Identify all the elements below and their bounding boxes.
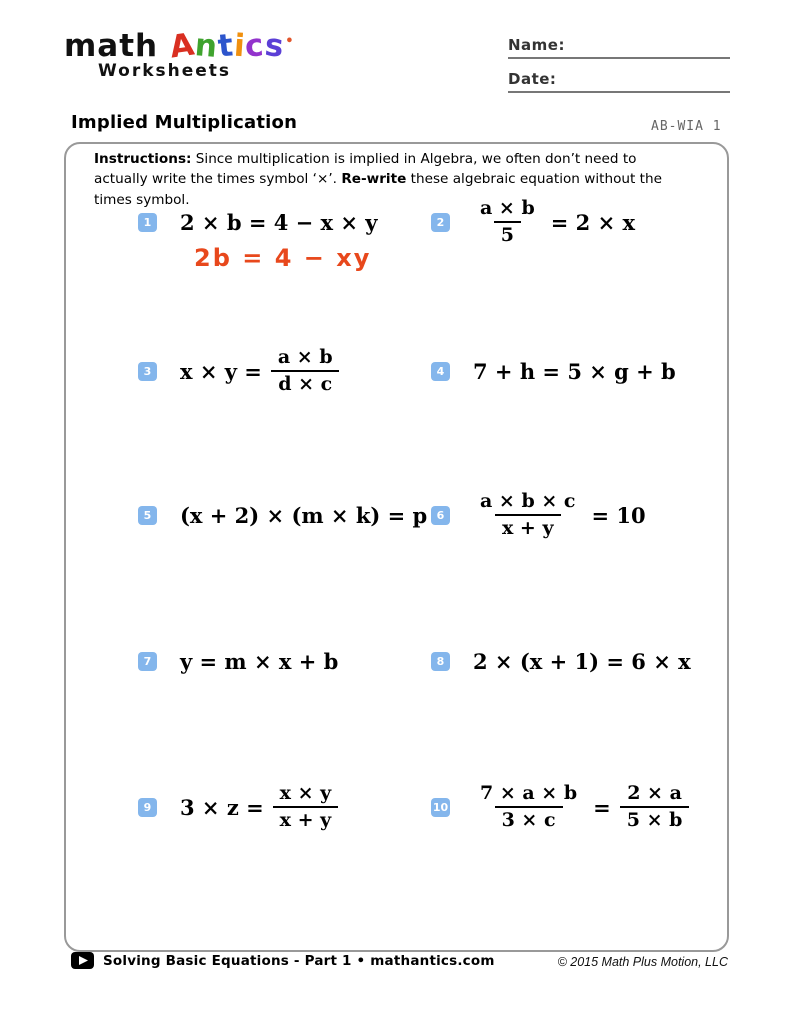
equation-text: (x + 2) × (m × k) = p bbox=[180, 502, 428, 528]
fraction-denominator: d × c bbox=[271, 370, 339, 396]
logo-letter-t: t bbox=[216, 27, 236, 65]
problem-1 bbox=[138, 184, 378, 272]
fraction-denominator: 5 × b bbox=[620, 806, 690, 832]
worksheet-code: AB-WIA 1 bbox=[651, 119, 722, 134]
problem-number-badge: 1 bbox=[138, 213, 157, 232]
problem-number-badge: 6 bbox=[431, 506, 450, 525]
name-field bbox=[508, 36, 730, 59]
equation bbox=[473, 649, 691, 674]
equation bbox=[473, 491, 646, 540]
fraction bbox=[620, 783, 690, 832]
equation bbox=[473, 783, 689, 832]
problem-2 bbox=[431, 184, 635, 260]
footer-video-credit bbox=[71, 952, 495, 969]
equation-text: 2 × b = 4 − x × y bbox=[180, 209, 378, 235]
equation bbox=[180, 649, 338, 674]
math-antics-logo bbox=[64, 28, 295, 81]
equation-text: = bbox=[593, 794, 611, 820]
problem-number-badge: 7 bbox=[138, 652, 157, 671]
equation-text: 2 × (x + 1) = 6 × x bbox=[473, 648, 691, 674]
problem-3 bbox=[138, 333, 340, 409]
fraction-denominator: 5 bbox=[494, 221, 521, 247]
problem-8 bbox=[431, 623, 691, 699]
fraction-numerator: 7 × a × b bbox=[480, 781, 578, 804]
problem-number-badge: 3 bbox=[138, 362, 157, 381]
equation bbox=[180, 347, 340, 396]
equation-text: = 2 × x bbox=[550, 209, 636, 235]
logo-word-math: math bbox=[64, 28, 159, 64]
fraction bbox=[271, 347, 340, 396]
play-icon bbox=[71, 952, 94, 969]
fraction-numerator: x × y bbox=[279, 781, 332, 804]
problem-4 bbox=[431, 333, 676, 409]
equation-text: y = m × x + b bbox=[180, 648, 339, 674]
logo-letter-i: i bbox=[232, 27, 247, 65]
fraction bbox=[473, 783, 584, 832]
fraction-numerator: 2 × a bbox=[627, 781, 682, 804]
equation bbox=[473, 198, 635, 247]
fraction bbox=[273, 783, 339, 832]
equation bbox=[473, 359, 676, 384]
logo-letter-s: s bbox=[263, 27, 287, 65]
footer-video-title: Solving Basic Equations - Part 1 • mathantics.com bbox=[103, 952, 495, 969]
instructions-label: Instructions: bbox=[94, 151, 192, 167]
equation-text: 7 + h = 5 × g + b bbox=[473, 358, 676, 384]
problem-number-badge: 10 bbox=[431, 798, 450, 817]
fraction-denominator: x + y bbox=[273, 806, 339, 832]
logo-word-antics bbox=[167, 26, 287, 66]
fraction-numerator: a × b × c bbox=[480, 489, 576, 512]
fraction bbox=[473, 491, 582, 540]
date-label: Date: bbox=[508, 70, 557, 88]
date-field bbox=[508, 70, 730, 93]
problem-5 bbox=[138, 477, 427, 553]
instructions-bold-rewrite: Re-write bbox=[341, 171, 407, 188]
problem-number-badge: 4 bbox=[431, 362, 450, 381]
problem-number-badge: 5 bbox=[138, 506, 157, 525]
footer-copyright: © 2015 Math Plus Motion, LLC bbox=[557, 955, 728, 969]
logo-subtitle: Worksheets bbox=[98, 61, 232, 81]
fraction-denominator: x + y bbox=[495, 514, 561, 540]
fraction-numerator: a × b bbox=[277, 345, 333, 368]
problem-10 bbox=[431, 769, 689, 845]
problem-9 bbox=[138, 769, 338, 845]
equation-text: 3 × z = bbox=[180, 794, 264, 820]
fraction bbox=[473, 198, 542, 247]
equation-text: x × y = bbox=[180, 358, 262, 384]
instructions-seg1: Since multiplication is implied in Algebra, we often don’t need to actually write the times symbol ‘×’. bbox=[94, 151, 637, 188]
name-label: Name: bbox=[508, 36, 565, 54]
handwritten-answer: 2b = 4 − xy bbox=[194, 244, 372, 272]
logo-wordmark bbox=[64, 28, 295, 64]
page-title: Implied Multiplication bbox=[71, 112, 298, 133]
equation bbox=[180, 503, 427, 528]
problem-number-badge: 8 bbox=[431, 652, 450, 671]
logo-letter-c: c bbox=[243, 27, 267, 65]
fraction-numerator: a × b bbox=[480, 196, 535, 219]
fraction-denominator: 3 × c bbox=[495, 806, 563, 832]
problem-6 bbox=[431, 477, 646, 553]
logo-registered-dot: • bbox=[285, 33, 295, 49]
equation-text: = 10 bbox=[591, 502, 646, 528]
equation bbox=[180, 783, 338, 832]
instructions-seg2: these algebraic equation without the times symbol. bbox=[94, 171, 662, 208]
problem-number-badge: 2 bbox=[431, 213, 450, 232]
equation bbox=[180, 210, 378, 235]
problem-7 bbox=[138, 623, 338, 699]
logo-letter-a: A bbox=[167, 26, 198, 66]
logo-letter-n: n bbox=[193, 27, 220, 65]
problem-number-badge: 9 bbox=[138, 798, 157, 817]
